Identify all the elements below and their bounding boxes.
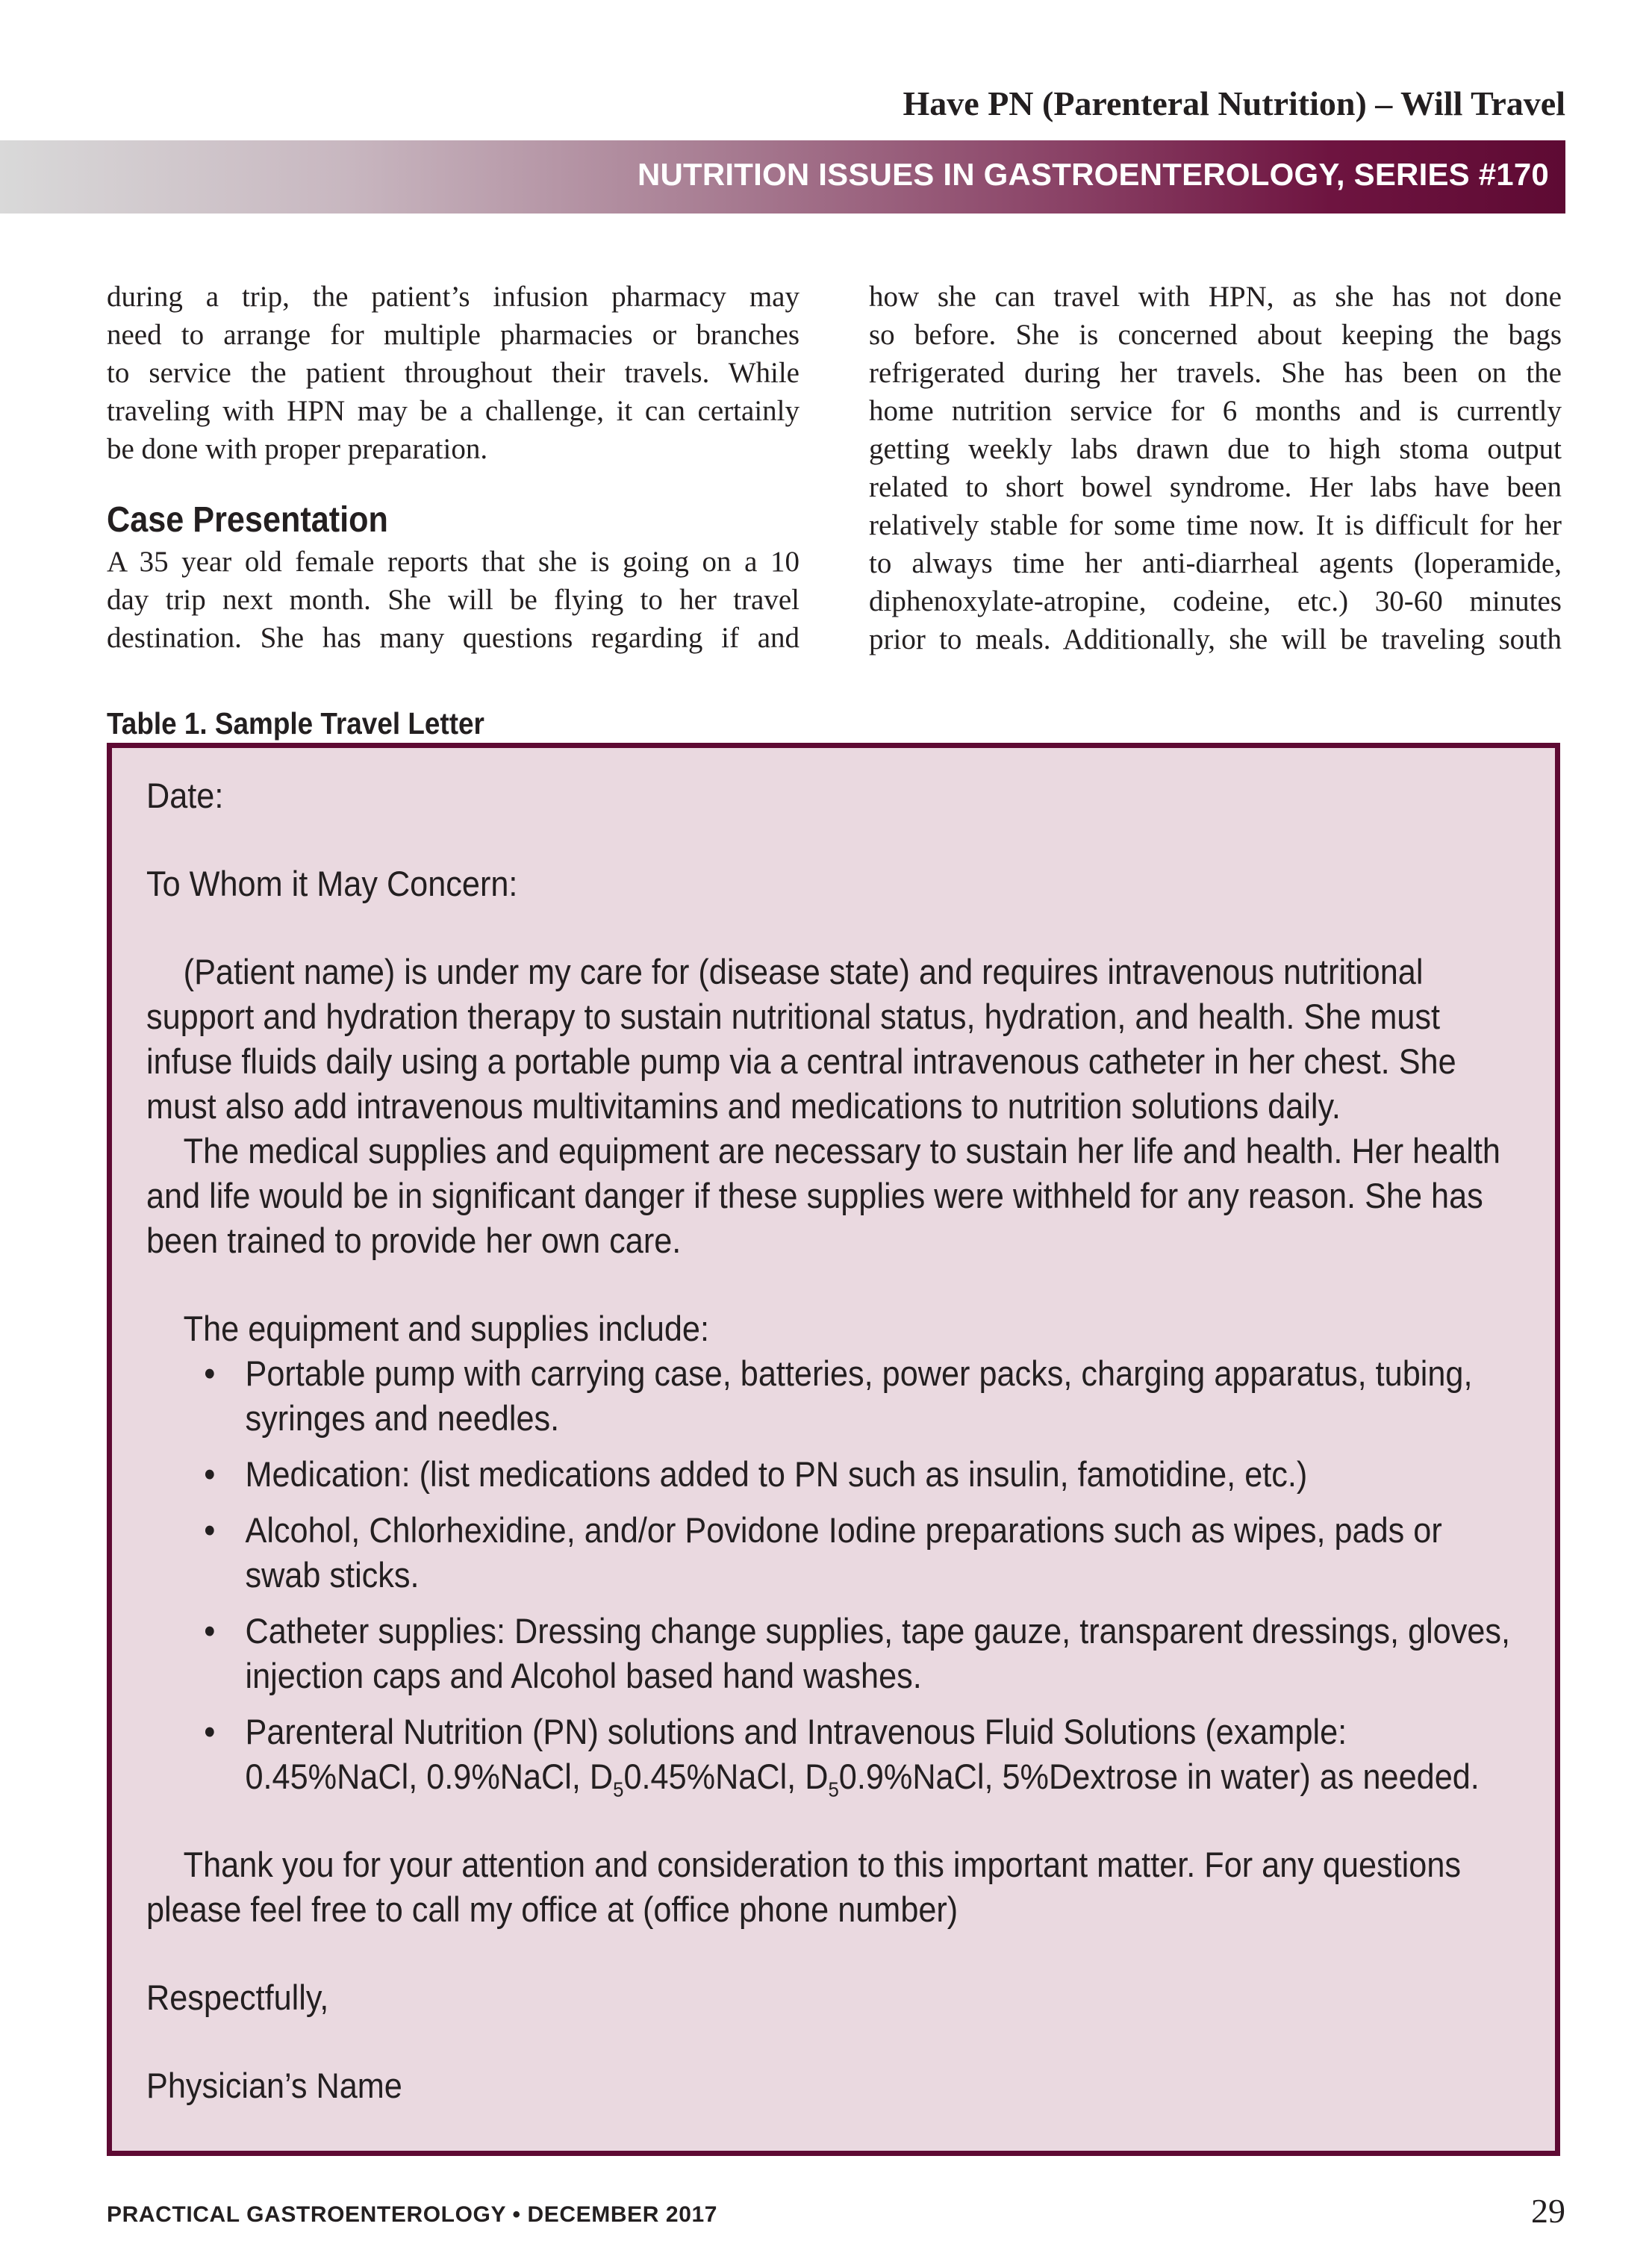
letter-paragraph: The medical supplies and equipment are necessary to sustain her life and health. Her health and life would be in significant danger if these supplies were withheld for any reason. She has been trained to provide her own care. [146, 1131, 1500, 1260]
left-column [107, 278, 799, 657]
bullet-icon: • [204, 1611, 216, 1651]
body-line: to always time her anti-diarrheal agents (loperamide, [869, 547, 1562, 579]
supplies-intro: The equipment and supplies include: [183, 1309, 710, 1348]
list-item-text: 0.45%NaCl, 0.9%NaCl, D [245, 1757, 614, 1796]
body-line: how she can travel with HPN, as she has not done [869, 281, 1562, 313]
subscript: 5 [613, 1777, 624, 1801]
bullet-icon: • [204, 1712, 216, 1751]
subscript: 5 [828, 1777, 839, 1801]
body-line: need to arrange for multiple pharmacies or branches [107, 319, 799, 351]
series-title: NUTRITION ISSUES IN GASTROENTEROLOGY, SERIES #170 [637, 157, 1549, 192]
body-line: prior to meals. Additionally, she will be traveling south [869, 623, 1562, 655]
body-line: to service the patient throughout their travels. While [107, 357, 799, 389]
letter-salutation: To Whom it May Concern: [146, 864, 518, 903]
travel-letter-box [107, 743, 1560, 2156]
body-line: refrigerated during her travels. She has been on the [869, 357, 1562, 389]
letter-signoff: Respectfully, [146, 1978, 329, 2017]
list-item-text: Medication: (list medications added to PN such as insulin, famotidine, etc.) [245, 1454, 1308, 1494]
bullet-icon: • [204, 1454, 216, 1494]
journal-footer: PRACTICAL GASTROENTEROLOGY • DECEMBER 2017 [107, 2202, 718, 2227]
section-heading: Case Presentation [107, 500, 388, 540]
right-column [869, 278, 1562, 658]
body-line: getting weekly labs drawn due to high stoma output [869, 433, 1562, 465]
body-line: relatively stable for some time now. It is difficult for her [869, 509, 1562, 541]
list-item-text: 0.9%NaCl, 5%Dextrose in water) as needed. [838, 1757, 1480, 1796]
running-title: Have PN (Parenteral Nutrition) – Will Travel [903, 84, 1565, 122]
list-item [184, 1452, 1518, 1497]
bullet-icon: • [204, 1510, 216, 1550]
list-item [184, 1351, 1518, 1441]
list-item [184, 1710, 1518, 1799]
body-line: diphenoxylate-atropine, codeine, etc.) 30-60 minutes [869, 585, 1562, 617]
letter-paragraph: (Patient name) is under my care for (disease state) and requires intravenous nutritional support and hydration therapy to sustain nutritional status, hydration, and health. She must infuse fluids daily using a portable pump via a central intravenous catheter in her chest. She must also add intravenous multivitamins and medications to nutrition solutions daily. [146, 952, 1456, 1126]
list-item-text: 0.45%NaCl, D [623, 1757, 829, 1796]
page-number: 29 [1531, 2192, 1565, 2230]
list-item [184, 1609, 1518, 1698]
body-line: home nutrition service for 6 months and is currently [869, 395, 1562, 427]
list-item-text: Portable pump with carrying case, batteries, power packs, charging apparatus, tubing, syringes and needles. [245, 1353, 1473, 1438]
body-line: traveling with HPN may be a challenge, it can certainly [107, 395, 799, 427]
table-caption: Table 1. Sample Travel Letter [107, 706, 484, 741]
supplies-list [184, 1351, 1518, 1799]
body-line: A 35 year old female reports that she is going on a 10 [107, 546, 799, 578]
letter-signature: Physician’s Name [146, 2066, 402, 2105]
body-line: during a trip, the patient’s infusion pharmacy may [107, 281, 799, 313]
body-line: so before. She is concerned about keeping the bags [869, 319, 1562, 351]
letter-closing-paragraph: Thank you for your attention and consideration to this important matter. For any questions please feel free to call my office at (office phone number) [146, 1845, 1462, 1929]
body-line: day trip next month. She will be flying to her travel [107, 584, 799, 616]
list-item-text: Catheter supplies: Dressing change supplies, tape gauze, transparent dressings, gloves, injection caps and Alcohol based hand washes. [245, 1611, 1511, 1695]
body-line: be done with proper preparation. [107, 433, 488, 465]
list-item [184, 1508, 1518, 1598]
letter-content [146, 773, 1517, 2108]
body-line: destination. She has many questions regarding if and [107, 622, 799, 654]
list-item-text: Alcohol, Chlorhexidine, and/or Povidone Iodine preparations such as wipes, pads or swab sticks. [245, 1510, 1442, 1595]
body-line: related to short bowel syndrome. Her labs have been [869, 471, 1562, 503]
list-item-text: Parenteral Nutrition (PN) solutions and Intravenous Fluid Solutions (example: [245, 1712, 1347, 1751]
series-banner [0, 140, 1565, 214]
letter-date-line: Date: [146, 776, 224, 815]
bullet-icon: • [204, 1353, 216, 1393]
